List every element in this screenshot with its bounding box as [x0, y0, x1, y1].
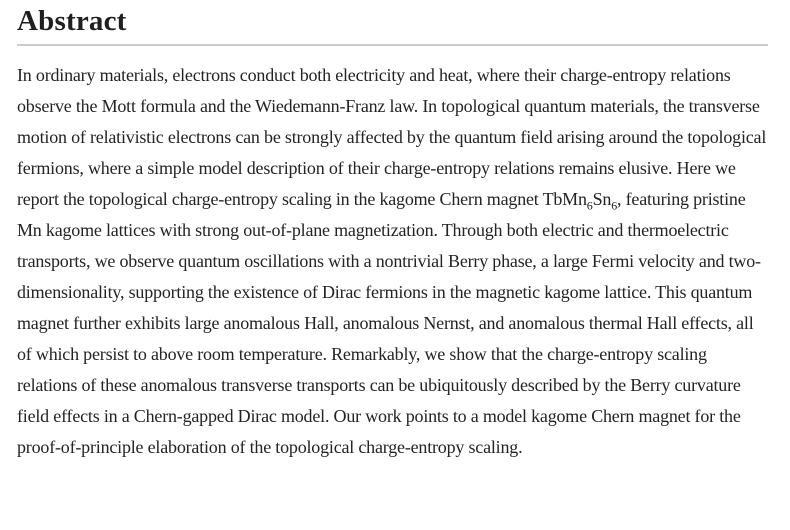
- chemical-formula-base1: TbMn: [542, 189, 587, 209]
- abstract-text-part2: , featuring pristine Mn kagome lattices with strong out-of-plane magnetization. Through both electric and thermoelectric transports, we observe quantum oscillations with a nontrivial Berry phase, a large Fermi velocity and two-dimensionality, supporting the existence of Dirac fermions in the magnetic kagome lattice. This quantum magnet further exhibits large anomalous Hall, anomalous Nernst, and anomalous thermal Hall effects, all of which persist to above room temperature. Remarkably, we show that the charge-entropy scaling relations of these anomalous transverse transports can be ubiquitously described by the Berry curvature field effects in a Chern-gapped Dirac model. Our work points to a model kagome Chern magnet for the proof-of-principle elaboration of the topological charge-entropy scaling.: [17, 189, 761, 457]
- chemical-formula-subscript1: 6: [586, 198, 593, 213]
- abstract-text-part1: In ordinary materials, electrons conduct both electricity and heat, where their charge-entropy relations observe the Mott formula and the Wiedemann-Franz law. In topological quantum materials, the transverse motion of relativistic electrons can be strongly affected by the quantum field arising around the topological fermions, where a simple model description of their charge-entropy relations remains elusive. Here we report the topological charge-entropy scaling in the kagome Chern magnet: [17, 65, 767, 209]
- chemical-formula-subscript2: 6: [611, 198, 618, 213]
- abstract-paragraph: [17, 60, 768, 463]
- chemical-formula-base2: Sn: [592, 189, 612, 209]
- abstract-heading: Abstract: [17, 5, 127, 37]
- section-divider: [17, 44, 768, 46]
- chemical-formula: [542, 189, 618, 213]
